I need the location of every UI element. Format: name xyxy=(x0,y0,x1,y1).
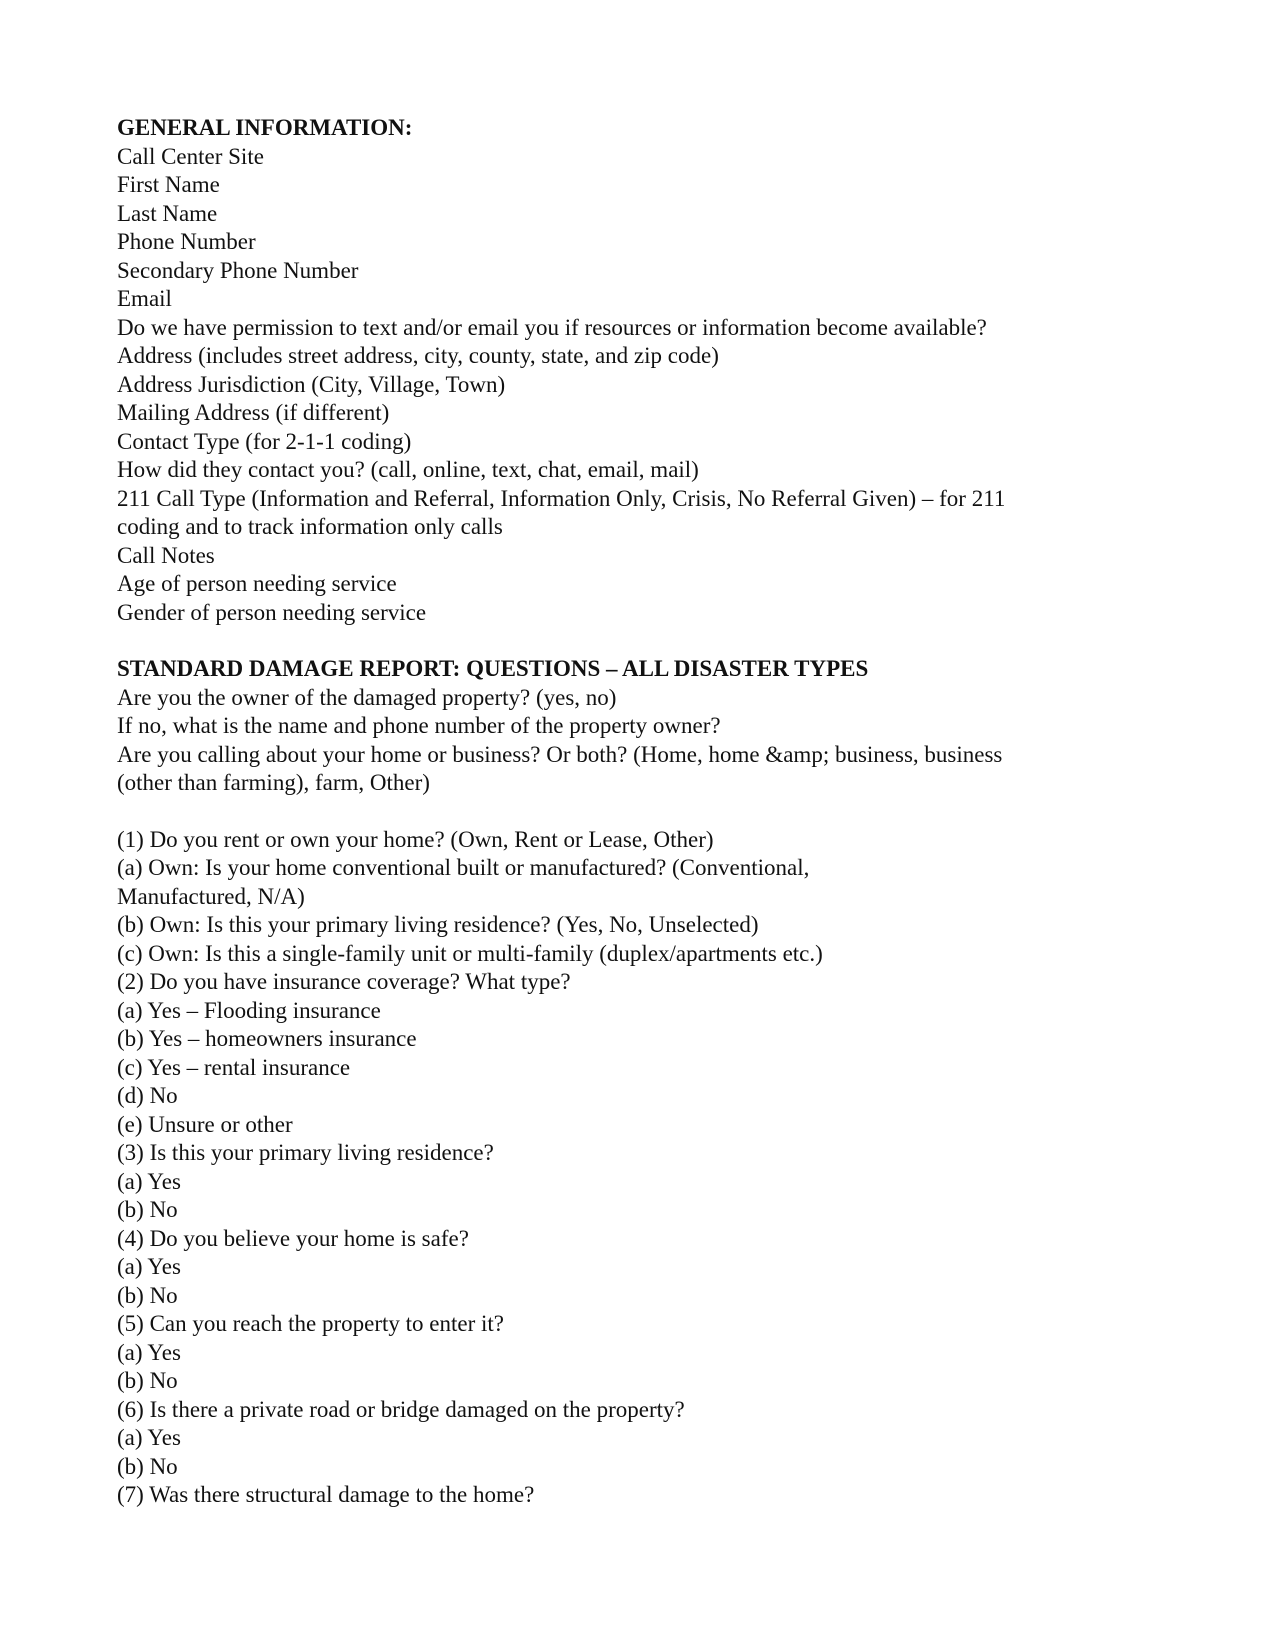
field-first-name: First Name xyxy=(117,172,220,197)
field-call-notes: Call Notes xyxy=(117,542,215,568)
field-address-jurisdiction: Address Jurisdiction (City, Village, Town) xyxy=(117,371,506,397)
field-age: Age of person needing service xyxy=(117,571,397,596)
question-item: (4) Do you believe your home is safe? xyxy=(117,1225,469,1251)
question-item: (a) Yes xyxy=(117,1425,181,1450)
question-item: (b) Own: Is this your primary living residence? (Yes, No, Unselected) xyxy=(117,912,759,937)
question-item: (1) Do you rent or own your home? (Own, Rent or Lease, Other) xyxy=(117,826,714,852)
section-spacer xyxy=(117,627,1117,655)
question-item: (a) Own: Is your home conventional built or manufactured? (Conventional, xyxy=(117,855,810,880)
general-information-heading: GENERAL INFORMATION: xyxy=(117,115,413,140)
field-email: Email xyxy=(117,286,172,311)
intro-owner-contact: If no, what is the name and phone number of the property owner? xyxy=(117,713,721,738)
question-item: (a) Yes xyxy=(117,1339,181,1365)
question-item: (2) Do you have insurance coverage? What type? xyxy=(117,969,571,994)
question-item: (c) Yes – rental insurance xyxy=(117,1054,351,1080)
field-gender: Gender of person needing service xyxy=(117,599,427,625)
question-item: (b) No xyxy=(117,1368,178,1393)
field-call-center-site: Call Center Site xyxy=(117,143,264,169)
field-211-call-type-continued: coding and to track information only calls xyxy=(117,514,503,539)
intro-home-or-business: Are you calling about your home or business? Or both? (Home, home &amp; business, business xyxy=(117,741,1003,767)
document-page xyxy=(117,114,1117,1510)
question-item: Manufactured, N/A) xyxy=(117,883,305,909)
section-spacer xyxy=(117,798,1117,826)
field-contact-permission: Do we have permission to text and/or email you if resources or information become available? xyxy=(117,314,987,340)
intro-owner-question: Are you the owner of the damaged property? (yes, no) xyxy=(117,684,617,710)
field-contact-type: Contact Type (for 2-1-1 coding) xyxy=(117,428,412,454)
question-item: (5) Can you reach the property to enter it? xyxy=(117,1311,505,1336)
question-item: (a) Yes xyxy=(117,1254,181,1279)
question-item: (6) Is there a private road or bridge damaged on the property? xyxy=(117,1396,685,1422)
damage-question-list xyxy=(117,826,1117,1510)
question-item: (a) Yes xyxy=(117,1168,181,1194)
question-item: (d) No xyxy=(117,1083,178,1108)
field-secondary-phone: Secondary Phone Number xyxy=(117,257,359,283)
question-item: (b) No xyxy=(117,1453,178,1479)
damage-intro xyxy=(117,684,1117,798)
question-item: (c) Own: Is this a single-family unit or multi-family (duplex/apartments etc.) xyxy=(117,940,823,966)
question-item: (a) Yes – Flooding insurance xyxy=(117,997,381,1023)
field-contact-method: How did they contact you? (call, online, text, chat, email, mail) xyxy=(117,457,699,482)
field-mailing-address: Mailing Address (if different) xyxy=(117,400,390,425)
question-item: (b) No xyxy=(117,1282,178,1308)
question-item: (e) Unsure or other xyxy=(117,1111,293,1137)
intro-home-or-business-continued: (other than farming), farm, Other) xyxy=(117,770,430,795)
question-item: (b) Yes – homeowners insurance xyxy=(117,1026,417,1051)
question-item: (7) Was there structural damage to the home? xyxy=(117,1482,535,1507)
question-item: (b) No xyxy=(117,1197,178,1222)
field-phone-number: Phone Number xyxy=(117,229,256,254)
field-address: Address (includes street address, city, county, state, and zip code) xyxy=(117,343,719,368)
general-field-list xyxy=(117,143,1117,628)
damage-report-heading: STANDARD DAMAGE REPORT: QUESTIONS – ALL DISASTER TYPES xyxy=(117,656,869,681)
question-item: (3) Is this your primary living residence? xyxy=(117,1140,494,1165)
field-211-call-type: 211 Call Type (Information and Referral, Information Only, Crisis, No Referral Given) – for 211 xyxy=(117,485,1006,511)
field-last-name: Last Name xyxy=(117,200,218,226)
